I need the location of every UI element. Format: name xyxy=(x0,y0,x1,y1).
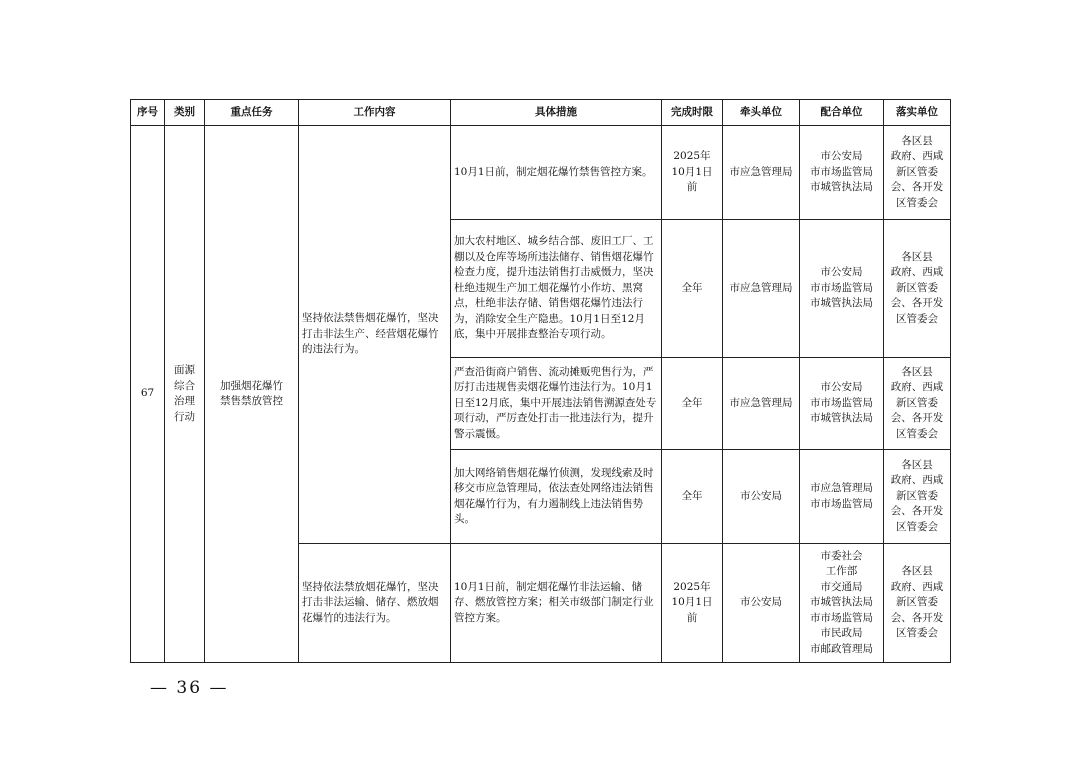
measure-text: 加大农村地区、城乡结合部、废旧工厂、工棚以及仓库等场所违法储存、销售烟花爆竹检查力度，提升违法销售打击威慑力，坚决杜绝违规生产加工烟花爆竹小作坊、黑窝点，杜绝非法存储、销售烟花爆竹违法行为，消除安全生产隐患。10月1日至12月底，集中开展排查整治专项行动。 xyxy=(451,220,662,358)
header-cell: 类别 xyxy=(165,100,205,126)
implementing-units: 各区县 政府、西咸 新区管委 会、各开发 区管委会 xyxy=(884,544,951,663)
lead-unit: 市公安局 xyxy=(723,450,800,544)
deadline: 2025年 10月1日 前 xyxy=(662,544,723,663)
item-task: 加强烟花爆竹 禁售禁放管控 xyxy=(205,126,299,663)
header-cell: 序号 xyxy=(131,100,165,126)
cooperating-units: 市委社会 工作部 市交通局 市城管执法局 市市场监管局 市民政局 市邮政管理局 xyxy=(800,544,884,663)
deadline: 全年 xyxy=(662,358,723,450)
cooperating-units: 市公安局 市市场监管局 市城管执法局 xyxy=(800,220,884,358)
work-content: 坚持依法禁售烟花爆竹，坚决打击非法生产、经营烟花爆竹的违法行为。 xyxy=(299,126,451,544)
header-row xyxy=(131,100,951,126)
measure-text: 10月1日前，制定烟花爆竹非法运输、储存、燃放管控方案；相关市级部门制定行业管控方案。 xyxy=(451,544,662,663)
page-number: — 36 — xyxy=(150,678,229,698)
implementing-units: 各区县 政府、西咸 新区管委 会、各开发 区管委会 xyxy=(884,450,951,544)
work-content: 坚持依法禁放烟花爆竹，坚决打击非法运输、储存、燃放烟花爆竹的违法行为。 xyxy=(299,544,451,663)
measure-text: 加大网络销售烟花爆竹侦测，发现线索及时移交市应急管理局，依法查处网络违法销售烟花爆竹行为，有力遏制线上违法销售势头。 xyxy=(451,450,662,544)
lead-unit: 市应急管理局 xyxy=(723,126,800,220)
header-cell: 完成时限 xyxy=(662,100,723,126)
lead-unit: 市公安局 xyxy=(723,544,800,663)
lead-unit: 市应急管理局 xyxy=(723,220,800,358)
item-number: 67 xyxy=(131,126,165,663)
cooperating-units: 市公安局 市市场监管局 市城管执法局 xyxy=(800,358,884,450)
item-category: 面源 综合 治理 行动 xyxy=(165,126,205,663)
deadline: 全年 xyxy=(662,220,723,358)
header-cell: 具体措施 xyxy=(451,100,662,126)
measures-table xyxy=(130,99,951,663)
cooperating-units: 市公安局 市市场监管局 市城管执法局 xyxy=(800,126,884,220)
deadline: 全年 xyxy=(662,450,723,544)
header-cell: 牵头单位 xyxy=(723,100,800,126)
table-row xyxy=(131,126,951,220)
measure-text: 严查沿街商户销售、流动摊贩兜售行为，严厉打击违规售卖烟花爆竹违法行为。10月1日至12月底，集中开展违法销售溯源查处专项行动，严厉查处打击一批违法行为，提升警示震慑。 xyxy=(451,358,662,450)
lead-unit: 市应急管理局 xyxy=(723,358,800,450)
implementing-units: 各区县 政府、西咸 新区管委 会、各开发 区管委会 xyxy=(884,126,951,220)
header-cell: 重点任务 xyxy=(205,100,299,126)
deadline: 2025年 10月1日 前 xyxy=(662,126,723,220)
implementing-units: 各区县 政府、西咸 新区管委 会、各开发 区管委会 xyxy=(884,220,951,358)
implementing-units: 各区县 政府、西咸 新区管委 会、各开发 区管委会 xyxy=(884,358,951,450)
header-cell: 落实单位 xyxy=(884,100,951,126)
header-cell: 配合单位 xyxy=(800,100,884,126)
cooperating-units: 市应急管理局 市市场监管局 xyxy=(800,450,884,544)
measure-text: 10月1日前，制定烟花爆竹禁售管控方案。 xyxy=(451,126,662,220)
header-cell: 工作内容 xyxy=(299,100,451,126)
